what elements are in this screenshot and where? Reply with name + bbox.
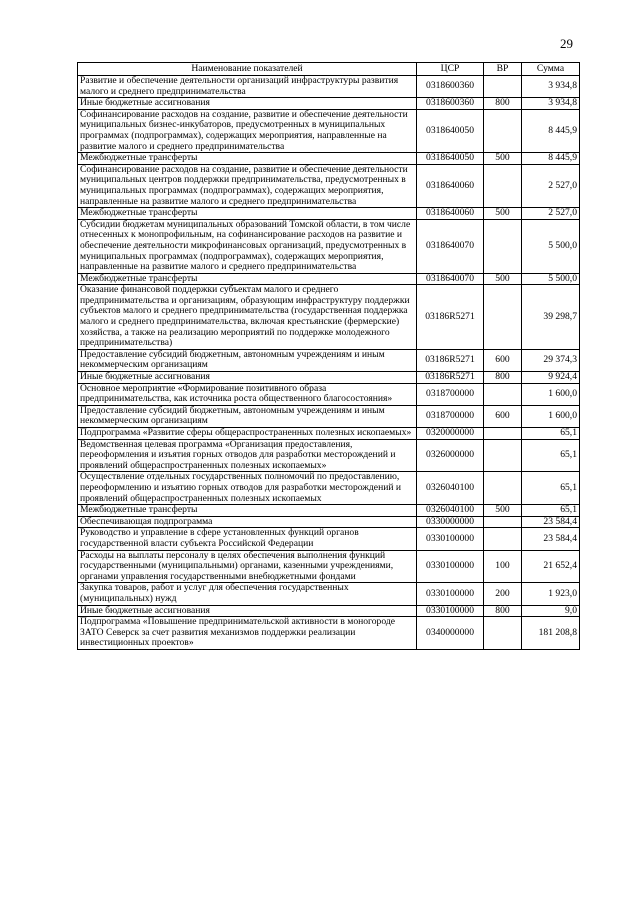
row-sum-cell: 9 924,4 <box>522 372 580 384</box>
row-vr-cell: 500 <box>484 153 522 165</box>
row-sum-cell: 39 298,7 <box>522 285 580 350</box>
row-name-cell: Основное мероприятие «Формирование позитивного образа предпринимательства, как источника роста общественного благосостояния» <box>78 383 417 405</box>
row-name-cell: Межбюджетные трансферты <box>78 208 417 220</box>
page-number: 29 <box>560 36 573 51</box>
row-name-cell: Иные бюджетные ассигнования <box>78 372 417 384</box>
table-row <box>78 383 580 405</box>
table-row <box>78 405 580 427</box>
table-row <box>78 516 580 528</box>
row-vr-cell: 600 <box>484 405 522 427</box>
row-vr-cell <box>484 528 522 550</box>
row-sum-cell: 181 208,8 <box>522 617 580 650</box>
row-sum-cell: 1 600,0 <box>522 383 580 405</box>
row-csr-cell: 0330100000 <box>417 528 484 550</box>
row-vr-cell <box>484 472 522 505</box>
row-vr-cell: 200 <box>484 583 522 605</box>
row-vr-cell <box>484 109 522 152</box>
table-row <box>78 605 580 617</box>
row-name-cell: Предоставление субсидий бюджетным, автономным учреждениям и иным некоммерческим организациям <box>78 349 417 371</box>
row-name-cell: Межбюджетные трансферты <box>78 153 417 165</box>
row-name-cell: Иные бюджетные ассигнования <box>78 605 417 617</box>
row-vr-cell <box>484 428 522 440</box>
row-csr-cell: 03186R5271 <box>417 372 484 384</box>
table-row <box>78 109 580 152</box>
row-sum-cell: 1 923,0 <box>522 583 580 605</box>
row-name-cell: Осуществление отдельных государственных полномочий по предоставлению, переоформлению и изъятию горных отводов для разработки месторождений и проявлений общераспространенных полезных ископаемых <box>78 472 417 505</box>
row-name-cell: Подпрограмма «Повышение предпринимательской активности в моногороде ЗАТО Северск за счет развития механизмов поддержки реализации инвестиционных проектов» <box>78 617 417 650</box>
table-row <box>78 617 580 650</box>
row-csr-cell: 0318600360 <box>417 76 484 98</box>
row-vr-cell <box>484 439 522 472</box>
row-csr-cell: 0326000000 <box>417 439 484 472</box>
row-vr-cell <box>484 219 522 273</box>
row-csr-cell: 0330000000 <box>417 516 484 528</box>
row-vr-cell: 600 <box>484 349 522 371</box>
row-vr-cell: 800 <box>484 372 522 384</box>
row-vr-cell <box>484 164 522 207</box>
budget-table <box>77 62 580 650</box>
table-row <box>78 76 580 98</box>
row-csr-cell: 03186R5271 <box>417 285 484 350</box>
row-sum-cell: 65,1 <box>522 505 580 517</box>
row-name-cell: Оказание финансовой поддержки субъектам малого и среднего предпринимательства и организациям, образующим инфраструктуру поддержки субъектов малого и среднего предпринимательства (государственная поддержка малого и среднего предпринимательства, включая крестьянские (фермерские) хозяйства, а также на реализацию мероприятий по поддержке молодежного предпринимательства) <box>78 285 417 350</box>
row-name-cell: Предоставление субсидий бюджетным, автономным учреждениям и иным некоммерческим организациям <box>78 405 417 427</box>
row-sum-cell: 2 527,0 <box>522 208 580 220</box>
table-row <box>78 428 580 440</box>
row-sum-cell: 8 445,9 <box>522 109 580 152</box>
row-name-cell: Софинансирование расходов на создание, развитие и обеспечение деятельности муниципальных бизнес-инкубаторов, предусмотренных в муниципальных программах (подпрограммах), содержащих мероприятия, направленные на развитие малого и среднего предпринимательства <box>78 109 417 152</box>
row-csr-cell: 0318700000 <box>417 405 484 427</box>
table-row <box>78 550 580 583</box>
row-csr-cell: 03186R5271 <box>417 349 484 371</box>
row-sum-cell: 65,1 <box>522 428 580 440</box>
table-row <box>78 372 580 384</box>
row-sum-cell: 23 584,4 <box>522 528 580 550</box>
row-csr-cell: 0318640050 <box>417 153 484 165</box>
row-sum-cell: 5 500,0 <box>522 273 580 285</box>
row-name-cell: Субсидии бюджетам муниципальных образований Томской области, в том числе отнесенных к монопрофильным, на софинансирование расходов на развитие и обеспечение деятельности микрофинансовых организаций, предусмотренных в муниципальных программах (подпрограммах), содержащих мероприятия, направленные на развитие малого и среднего предпринимательства <box>78 219 417 273</box>
table-row <box>78 153 580 165</box>
row-csr-cell: 0326040100 <box>417 505 484 517</box>
row-sum-cell: 2 527,0 <box>522 164 580 207</box>
row-vr-cell: 500 <box>484 273 522 285</box>
row-sum-cell: 23 584,4 <box>522 516 580 528</box>
row-vr-cell: 800 <box>484 98 522 110</box>
header-sum: Сумма <box>522 63 580 76</box>
row-sum-cell: 9,0 <box>522 605 580 617</box>
row-vr-cell <box>484 76 522 98</box>
row-name-cell: Иные бюджетные ассигнования <box>78 98 417 110</box>
row-vr-cell: 500 <box>484 505 522 517</box>
row-vr-cell: 100 <box>484 550 522 583</box>
header-name: Наименование показателей <box>78 63 417 76</box>
row-sum-cell: 65,1 <box>522 472 580 505</box>
header-csr: ЦСР <box>417 63 484 76</box>
row-sum-cell: 8 445,9 <box>522 153 580 165</box>
row-name-cell: Софинансирование расходов на создание, развитие и обеспечение деятельности муниципальных центров поддержки предпринимательства, предусмотренных в муниципальных программах (подпрограммах), содержащих мероприятия, направленные на развитие малого и среднего предпринимательства <box>78 164 417 207</box>
table-row <box>78 528 580 550</box>
row-vr-cell: 800 <box>484 605 522 617</box>
table-row <box>78 472 580 505</box>
row-vr-cell <box>484 516 522 528</box>
table-row <box>78 219 580 273</box>
row-csr-cell: 0320000000 <box>417 428 484 440</box>
row-name-cell: Развитие и обеспечение деятельности организаций инфраструктуры развития малого и среднего предпринимательства <box>78 76 417 98</box>
row-name-cell: Межбюджетные трансферты <box>78 273 417 285</box>
row-vr-cell <box>484 285 522 350</box>
row-name-cell: Закупка товаров, работ и услуг для обеспечения государственных (муниципальных) нужд <box>78 583 417 605</box>
row-csr-cell: 0330100000 <box>417 605 484 617</box>
row-csr-cell: 0340000000 <box>417 617 484 650</box>
row-csr-cell: 0318640060 <box>417 164 484 207</box>
row-vr-cell <box>484 617 522 650</box>
row-vr-cell <box>484 383 522 405</box>
row-sum-cell: 65,1 <box>522 439 580 472</box>
row-sum-cell: 3 934,8 <box>522 98 580 110</box>
table-row <box>78 273 580 285</box>
row-csr-cell: 0318600360 <box>417 98 484 110</box>
table-row <box>78 439 580 472</box>
row-csr-cell: 0330100000 <box>417 550 484 583</box>
table-row <box>78 164 580 207</box>
row-sum-cell: 1 600,0 <box>522 405 580 427</box>
row-name-cell: Обеспечивающая подпрограмма <box>78 516 417 528</box>
row-csr-cell: 0326040100 <box>417 472 484 505</box>
row-name-cell: Расходы на выплаты персоналу в целях обеспечения выполнения функций государственными (муниципальными) органами, казенными учреждениями, органами управления государственными внебюджетными фондами <box>78 550 417 583</box>
table-row <box>78 349 580 371</box>
row-name-cell: Межбюджетные трансферты <box>78 505 417 517</box>
table-header-row <box>78 63 580 76</box>
header-vr: ВР <box>484 63 522 76</box>
row-vr-cell: 500 <box>484 208 522 220</box>
row-sum-cell: 5 500,0 <box>522 219 580 273</box>
row-csr-cell: 0318640050 <box>417 109 484 152</box>
row-csr-cell: 0318640070 <box>417 219 484 273</box>
table-row <box>78 285 580 350</box>
table-row <box>78 583 580 605</box>
row-csr-cell: 0318700000 <box>417 383 484 405</box>
row-csr-cell: 0318640060 <box>417 208 484 220</box>
row-csr-cell: 0330100000 <box>417 583 484 605</box>
table-row <box>78 505 580 517</box>
table-row <box>78 98 580 110</box>
table-row <box>78 208 580 220</box>
row-name-cell: Руководство и управление в сфере установленных функций органов государственной власти субъекта Российской Федерации <box>78 528 417 550</box>
row-name-cell: Ведомственная целевая программа «Организация предоставления, переоформления и изъятия горных отводов для разработки месторождений и проявлений общераспространенных полезных ископаемых» <box>78 439 417 472</box>
row-sum-cell: 29 374,3 <box>522 349 580 371</box>
row-sum-cell: 21 652,4 <box>522 550 580 583</box>
row-sum-cell: 3 934,8 <box>522 76 580 98</box>
row-name-cell: Подпрограмма «Развитие сферы общераспространенных полезных ископаемых» <box>78 428 417 440</box>
row-csr-cell: 0318640070 <box>417 273 484 285</box>
